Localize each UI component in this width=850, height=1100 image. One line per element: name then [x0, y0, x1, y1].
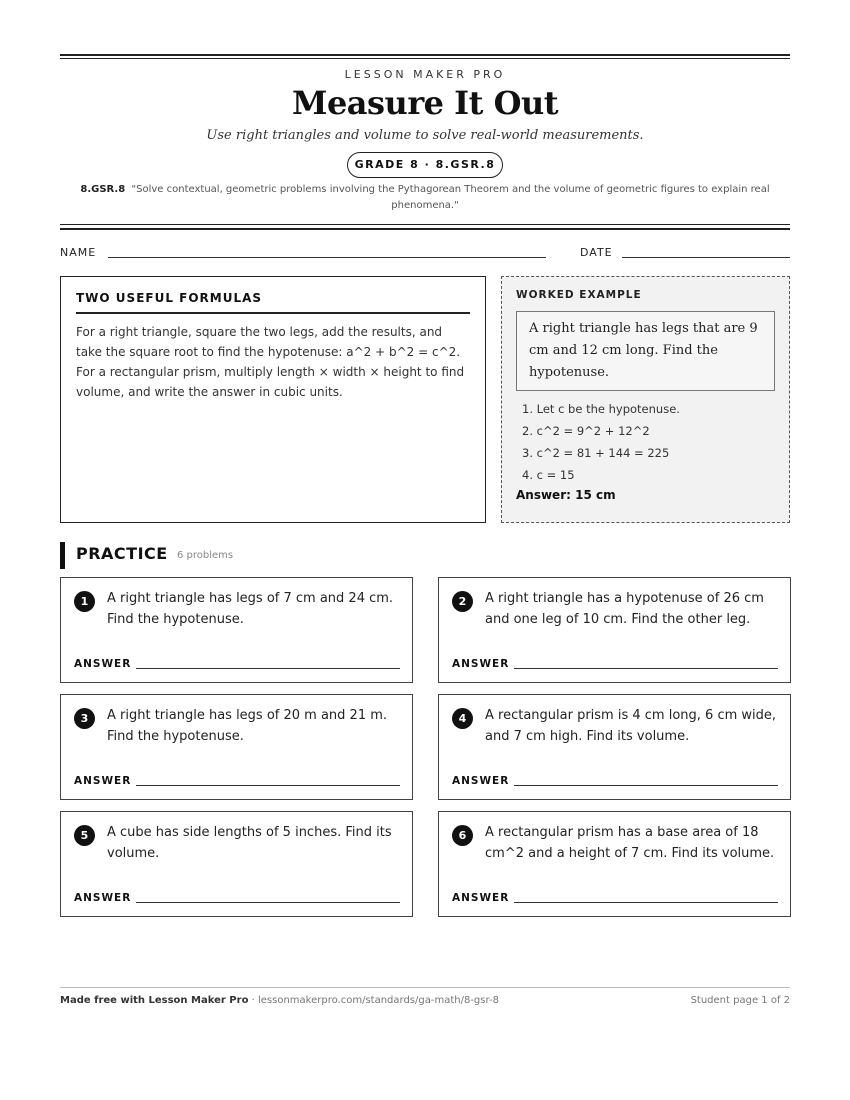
answer-label: ANSWER: [452, 775, 510, 787]
problem-number: 6: [452, 825, 473, 846]
brand-name: LESSON MAKER PRO: [344, 68, 506, 81]
problem-number: 4: [452, 708, 473, 729]
worked-example-answer: Answer: 15 cm: [516, 488, 616, 502]
answer-label: ANSWER: [452, 658, 510, 670]
page-subtitle: Use right triangles and volume to solve real-world measurements.: [206, 128, 644, 143]
answer-field[interactable]: [514, 785, 778, 786]
footer-separator: ·: [248, 995, 258, 1006]
worked-example-box: [501, 276, 790, 523]
problem-card: [60, 811, 413, 917]
worked-step: 2. c^2 = 9^2 + 12^2: [522, 424, 650, 438]
practice-title: PRACTICE: [76, 544, 168, 563]
problem-text: A rectangular prism is 4 cm long, 6 cm wide, and 7 cm high. Find its volume.: [485, 708, 777, 744]
formulas-body: For a right triangle, square the two legs, add the results, and take the square root to find the hypotenuse: a^2 + b^2 = c^2. For a rectangular prism, multiply length × width × height to find volume, and write the answer in cubic units.: [76, 325, 465, 399]
answer-label: ANSWER: [74, 658, 132, 670]
worksheet-page: [60, 0, 790, 1100]
problem-number: 3: [74, 708, 95, 729]
answer-field[interactable]: [136, 785, 400, 786]
problem-card: [438, 811, 791, 917]
answer-field[interactable]: [136, 668, 400, 669]
date-label: DATE: [580, 246, 613, 259]
page-title: Measure It Out: [292, 84, 558, 122]
problem-text: A rectangular prism has a base area of 18 cm^2 and a height of 7 cm. Find its volume.: [485, 825, 775, 861]
standard-code: 8.GSR.8: [80, 184, 126, 195]
problem-number: 2: [452, 591, 473, 612]
problem-number: 1: [74, 591, 95, 612]
problem-card: [60, 694, 413, 800]
answer-label: ANSWER: [452, 892, 510, 904]
worked-example-steps: [516, 398, 775, 486]
footer-page-number: Student page 1 of 2: [690, 995, 790, 1006]
footer-rule: [60, 987, 790, 988]
worked-example-title: WORKED EXAMPLE: [516, 289, 642, 301]
header-rule-thin: [60, 58, 790, 59]
standard-text: "Solve contextual, geometric problems involving the Pythagorean Theorem and the volume of geometric figures to explain real phenomena.": [131, 184, 770, 211]
answer-field[interactable]: [136, 902, 400, 903]
name-label: NAME: [60, 246, 97, 259]
header-bottom-rule: [60, 228, 790, 230]
formulas-title: TWO USEFUL FORMULAS: [76, 291, 470, 314]
header-rule: [60, 54, 790, 56]
header-bottom-rule-thin: [60, 224, 790, 225]
problem-card: [60, 577, 413, 683]
worked-step: 1. Let c be the hypotenuse.: [522, 402, 680, 416]
footer-credit: [60, 995, 499, 1006]
problem-card: [438, 577, 791, 683]
footer-url[interactable]: lessonmakerpro.com/standards/ga-math/8-gsr-8: [257, 995, 499, 1006]
worked-step: 3. c^2 = 81 + 144 = 225: [522, 446, 670, 460]
footer-made-with: Made free with Lesson Maker Pro: [60, 995, 249, 1006]
problem-card: [438, 694, 791, 800]
answer-label: ANSWER: [74, 775, 132, 787]
problem-text: A right triangle has a hypotenuse of 26 cm and one leg of 10 cm. Find the other leg.: [485, 591, 764, 627]
answer-label: ANSWER: [74, 892, 132, 904]
practice-count: 6 problems: [177, 550, 234, 561]
problem-text: A right triangle has legs of 20 m and 21 m. Find the hypotenuse.: [107, 708, 388, 744]
practice-accent-bar: [60, 542, 65, 569]
formulas-box: [60, 276, 486, 523]
worked-step: 4. c = 15: [522, 468, 575, 482]
grade-badge: GRADE 8 · 8.GSR.8: [347, 152, 503, 178]
problem-number: 5: [74, 825, 95, 846]
problem-text: A right triangle has legs of 7 cm and 24 cm. Find the hypotenuse.: [107, 591, 394, 627]
answer-field[interactable]: [514, 668, 778, 669]
name-field[interactable]: [108, 257, 546, 258]
problem-text: A cube has side lengths of 5 inches. Find its volume.: [107, 825, 392, 861]
date-field[interactable]: [622, 257, 790, 258]
standard-description: [70, 182, 780, 214]
worked-example-problem: A right triangle has legs that are 9 cm and 12 cm long. Find the hypotenuse.: [516, 311, 775, 391]
answer-field[interactable]: [514, 902, 778, 903]
